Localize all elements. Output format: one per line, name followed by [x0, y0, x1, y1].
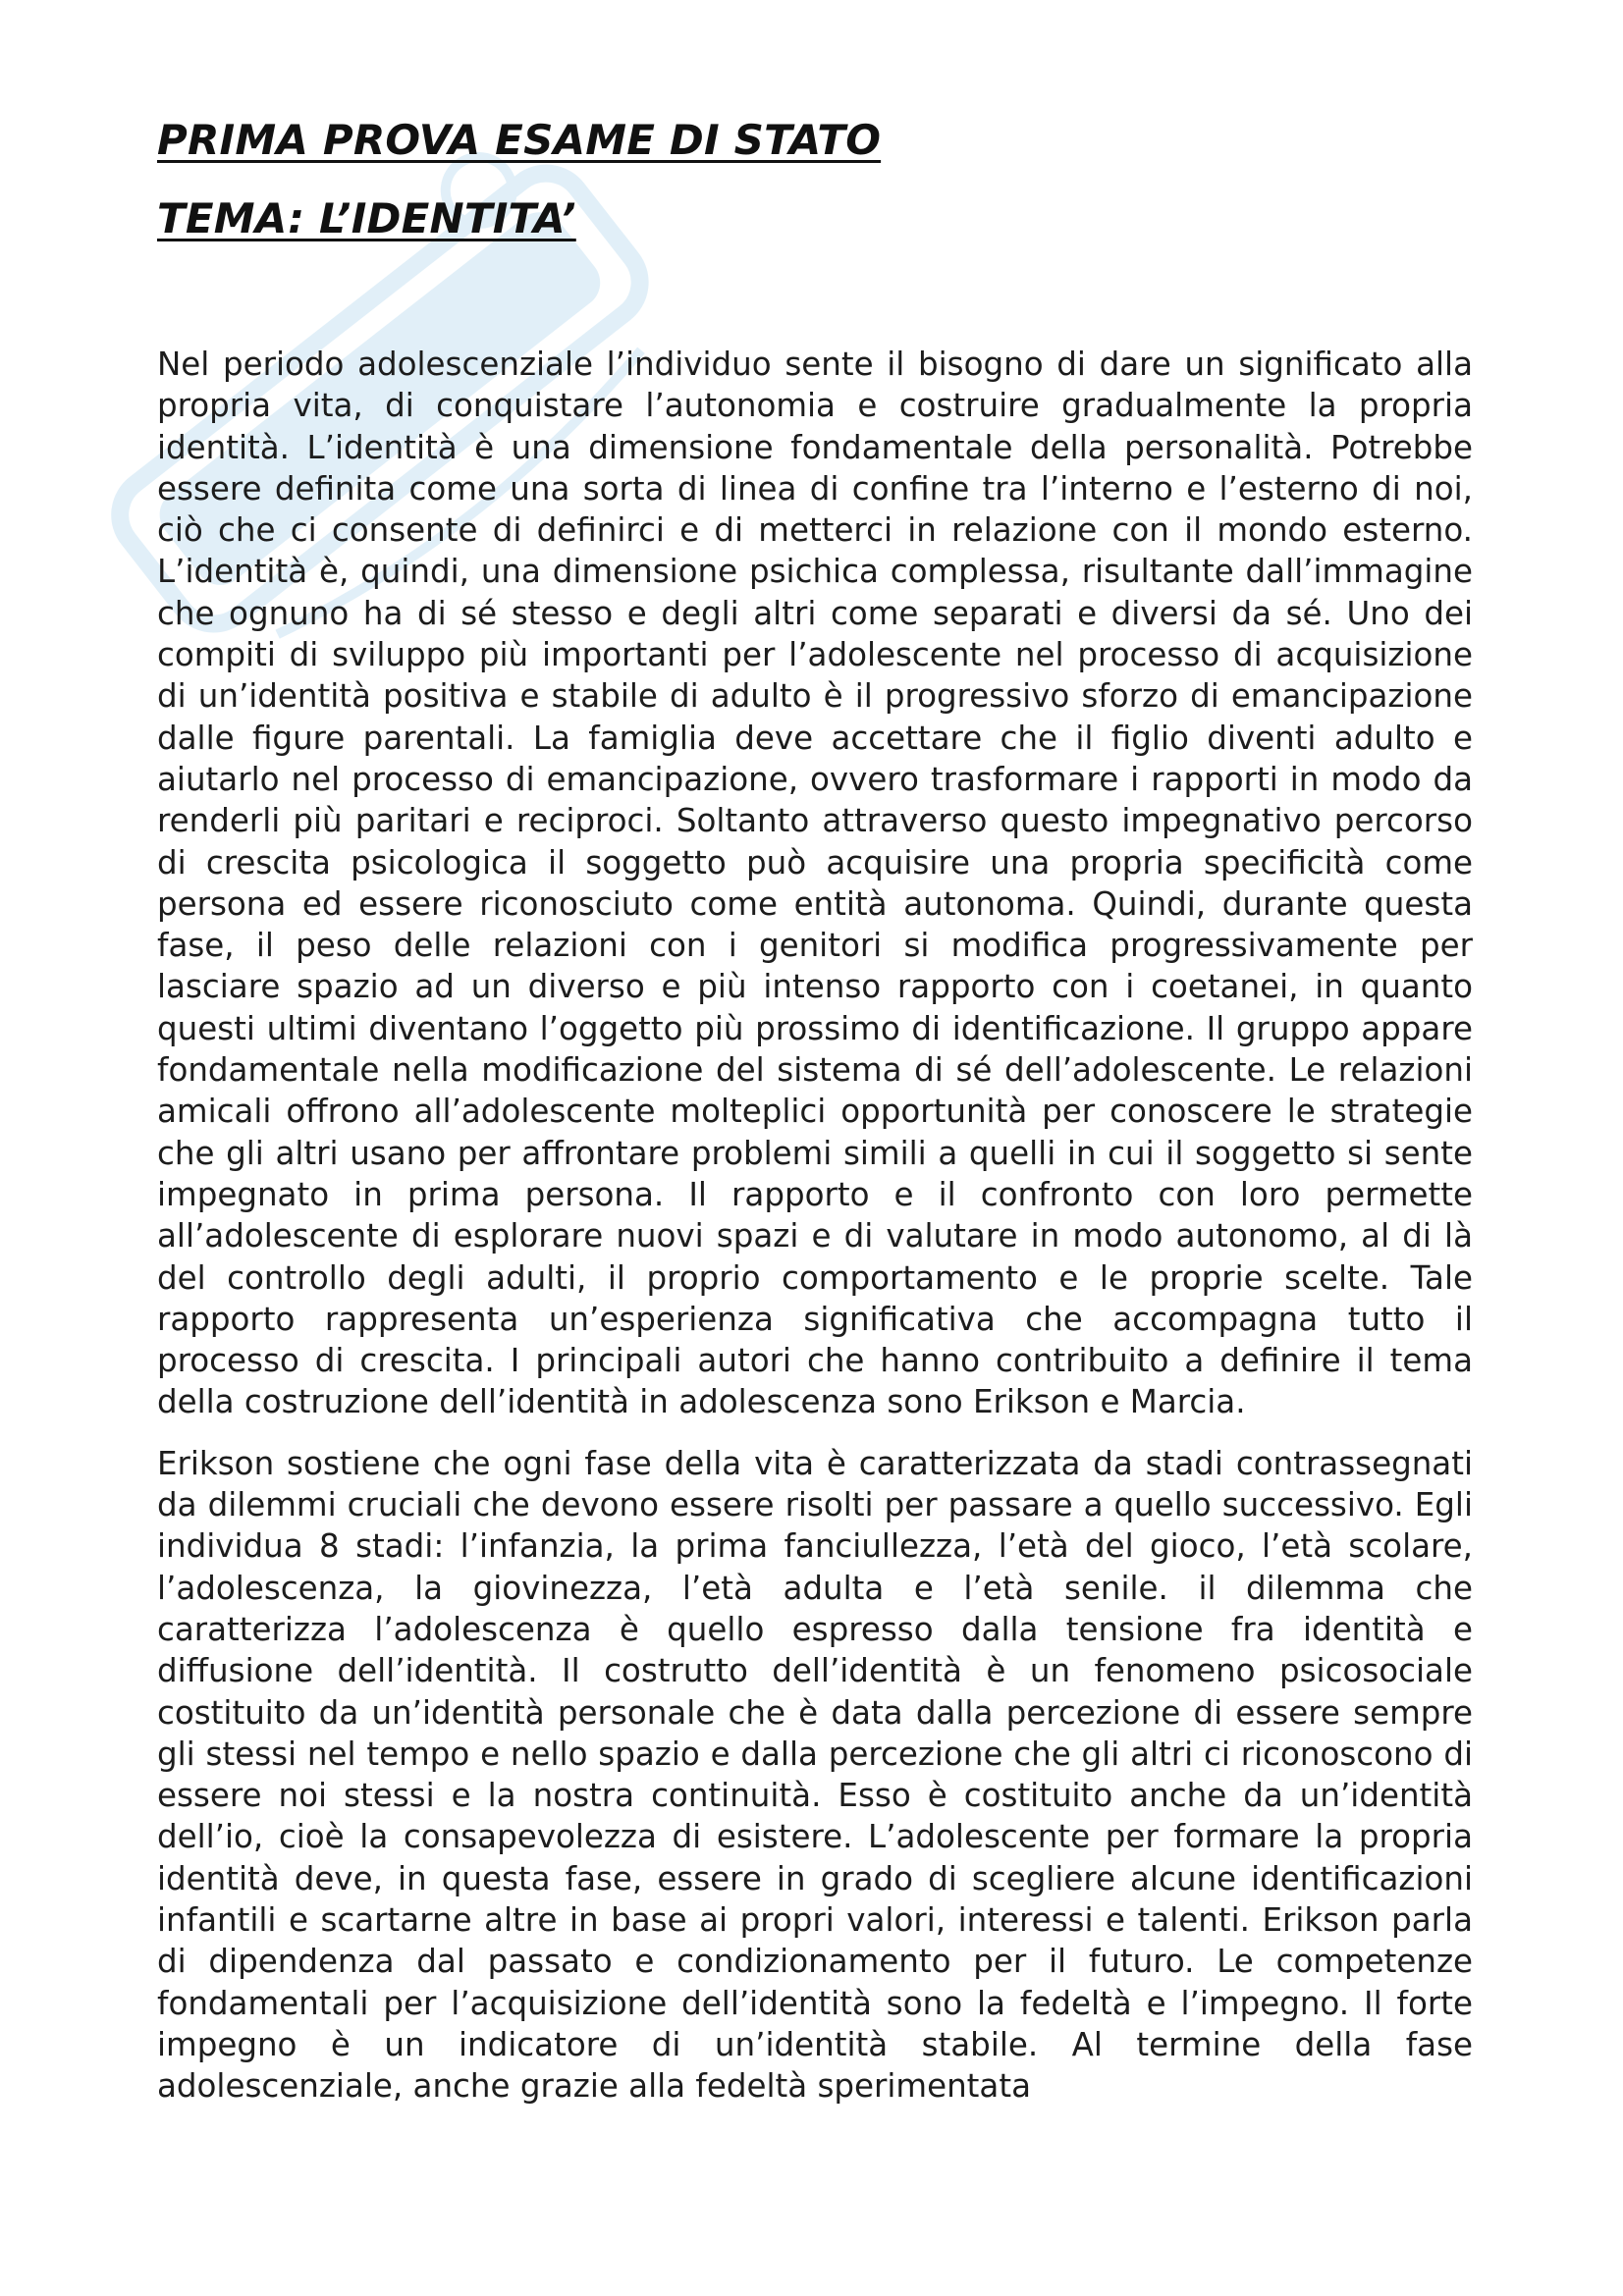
document-subtitle: TEMA: L’IDENTITA’	[157, 194, 576, 242]
body-text	[157, 344, 1473, 2126]
paragraph-2: Erikson sostiene che ogni fase della vita è caratterizzata da stadi contrassegnati da dilemmi cruciali che devono essere risolti per passare a quello successivo. Egli individua 8 stadi: l’infanzia, la prima fanciullezza, l’età del gioco, l’età scolare, l’adolescenza, la giovinezza, l’età adulta e l’età senile. il dilemma che caratterizza l’adolescenza è quello espresso dalla tensione fra identità e diffusione dell’identità. Il costrutto dell’identità è un fenomeno psicosociale costituito da un’identità personale che è data dalla percezione di essere sempre gli stessi nel tempo e nello spazio e dalla percezione che gli altri ci riconoscono di essere noi stessi e la nostra continuità. Esso è costituito anche da un’identità dell’io, cioè la consapevolezza di esistere. L’adolescente per formare la propria identità deve, in questa fase, essere in grado di scegliere alcune identificazioni infantili e scartarne altre in base ai propri valori, interessi e talenti. Erikson parla di dipendenza dal passato e condizionamento per il futuro. Le competenze fondamentali per l’acquisizione dell’identità sono la fedeltà e l’impegno. Il forte impegno è un indicatore di un’identità stabile. Al termine della fase adolescenziale, anche grazie alla fedeltà sperimentata	[157, 1444, 1473, 2106]
paragraph-1: Nel periodo adolescenziale l’individuo sente il bisogno di dare un significato alla propria vita, di conquistare l’autonomia e costruire gradualmente la propria identità. L’identità è una dimensione fondamentale della personalità. Potrebbe essere definita come una sorta di linea di confine tra l’interno e l’esterno di noi, ciò che ci consente di definirci e di metterci in relazione con il mondo esterno. L’identità è, quindi, una dimensione psichica complessa, risultante dall’immagine che ognuno ha di sé stesso e degli altri come separati e diversi da sé. Uno dei compiti di sviluppo più importanti per l’adolescente nel processo di acquisizione di un’identità positiva e stabile di adulto è il progressivo sforzo di emancipazione dalle figure parentali. La famiglia deve accettare che il figlio diventi adulto e aiutarlo nel processo di emancipazione, ovvero trasformare i rapporti in modo da renderli più paritari e reciproci. Soltanto attraverso questo impegnativo percorso di crescita psicologica il soggetto può acquisire una propria specificità come persona ed essere riconosciuto come entità autonoma. Quindi, durante questa fase, il peso delle relazioni con i genitori si modifica progressivamente per lasciare spazio ad un diverso e più intenso rapporto con i coetanei, in quanto questi ultimi diventano l’oggetto più prossimo di identificazione. Il gruppo appare fondamentale nella modificazione del sistema di sé dell’adolescente. Le relazioni amicali offrono all’adolescente molteplici opportunità per conoscere le strategie che gli altri usano per affrontare problemi simili a quelli in cui il soggetto si sente impegnato in prima persona. Il rapporto e il confronto con loro permette all’adolescente di esplorare nuovi spazi e di valutare in modo autonomo, al di là del controllo degli adulti, il proprio comportamento e le proprie scelte. Tale rapporto rappresenta un’esperienza significativa che accompagna tutto il processo di crescita. I principali autori che hanno contribuito a definire il tema della costruzione dell’identità in adolescenza sono Erikson e Marcia.	[157, 346, 1473, 1421]
document-title: PRIMA PROVA ESAME DI STATO	[157, 116, 882, 164]
